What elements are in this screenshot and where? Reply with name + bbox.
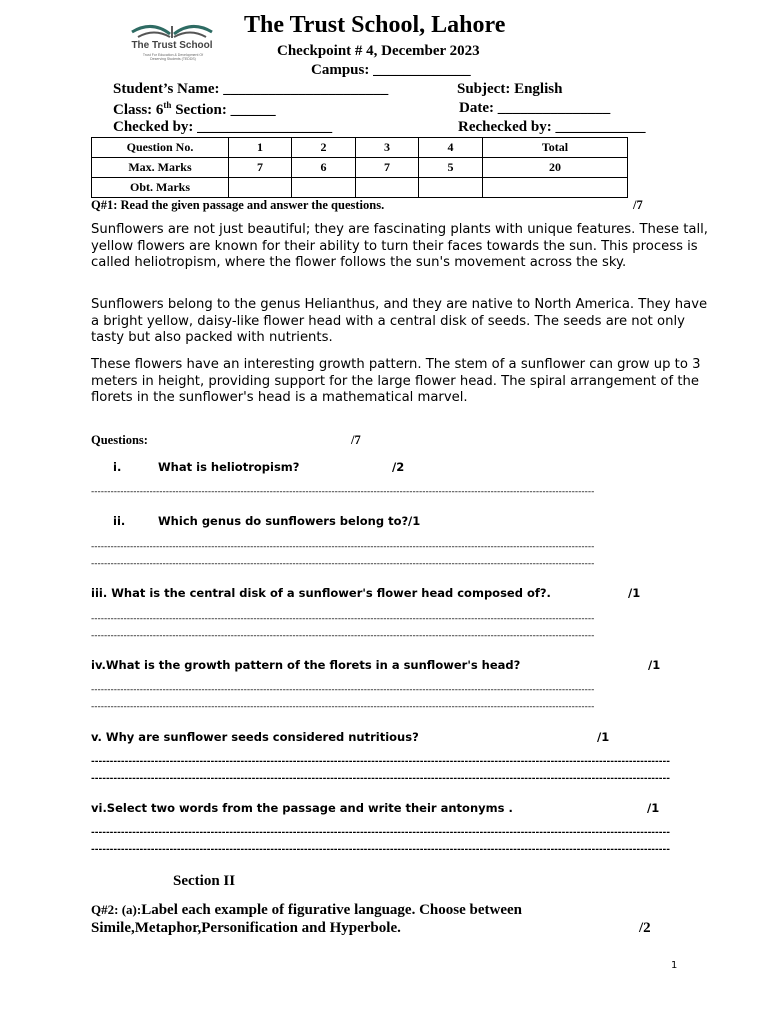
section-title: Section II — [173, 873, 236, 889]
obtained-marks-cell[interactable] — [292, 178, 356, 198]
date-field: Date: _______________ — [459, 100, 611, 116]
answer-line[interactable]: ----------------------------------------------------------------------------------------------------------------------------------------------------------- — [91, 487, 595, 497]
table-cell: 1 — [229, 138, 292, 158]
question-marks: /1 — [628, 586, 641, 600]
obtained-marks-cell[interactable] — [483, 178, 628, 198]
passage-paragraph: Sunflowers belong to the genus Helianthus, and they are native to North America. They have a bright yellow, daisy-like flower head with a central disk of seeds. The seeds are not only tasty but also packed with nutrients. — [91, 297, 708, 345]
table-row — [92, 138, 628, 158]
questions-marks: /7 — [351, 433, 361, 447]
student-name-field: Student’s Name: ______________________ — [113, 81, 389, 97]
question-marks: /1 — [648, 658, 661, 672]
question-text: Which genus do sunflowers belong to? — [158, 514, 409, 528]
table-row — [92, 178, 628, 198]
q2-line1: Label each example of figurative language. Choose between — [141, 902, 522, 918]
q1-heading: Q#1: Read the given passage and answer the questions. — [91, 198, 385, 212]
table-cell: 4 — [419, 138, 483, 158]
questions-label: Questions: — [91, 433, 148, 447]
answer-line[interactable]: ----------------------------------------------------------------------------------------------------------------------------------------------------------- — [91, 774, 670, 784]
question-marks: /1 — [597, 730, 610, 744]
campus-field: Campus: _____________ — [311, 62, 471, 78]
answer-line[interactable]: ----------------------------------------------------------------------------------------------------------------------------------------------------------- — [91, 559, 595, 569]
question-number: i. — [113, 460, 122, 474]
question-marks: /1 — [408, 514, 421, 528]
obtained-marks-cell[interactable] — [229, 178, 292, 198]
table-cell: 7 — [356, 158, 419, 178]
table-cell: Total — [483, 138, 628, 158]
question-text: iii. What is the central disk of a sunflower's flower head composed of?. — [91, 586, 551, 600]
table-cell: Max. Marks — [92, 158, 229, 178]
table-row — [92, 158, 628, 178]
q2-marks: /2 — [639, 920, 651, 936]
q2-prefix: Q#2: (a): — [91, 902, 142, 917]
section-field: Section: ______ — [171, 102, 276, 118]
question-text: vi.Select two words from the passage and write their antonyms . — [91, 801, 513, 815]
q2-line2: Simile,Metaphor,Personification and Hyperbole. — [91, 920, 401, 936]
marks-table — [91, 137, 628, 198]
answer-line[interactable]: ----------------------------------------------------------------------------------------------------------------------------------------------------------- — [91, 685, 595, 695]
table-cell: 6 — [292, 158, 356, 178]
obtained-marks-cell[interactable] — [419, 178, 483, 198]
checked-by-field: Checked by: __________________ — [113, 119, 333, 135]
class-prefix: Class: 6 — [113, 102, 164, 118]
q1-marks: /7 — [633, 198, 643, 212]
question-number: ii. — [113, 514, 126, 528]
passage-paragraph: Sunflowers are not just beautiful; they are fascinating plants with unique features. These tall, yellow flowers are known for their ability to turn their faces towards the sun. This process is called heliotropism, where the flower follows the sun's movement across the sky. — [91, 222, 708, 270]
subject-field: Subject: English — [457, 81, 563, 97]
logo-tagline: Trust For Education & Development Of Deserving Students (TEDDS) — [142, 53, 204, 61]
passage-paragraph: These flowers have an interesting growth pattern. The stem of a sunflower can grow up to 3 meters in height, providing support for the large flower head. The spiral arrangement of the florets in the sunflower's head is a mathematical marvel. — [91, 357, 701, 405]
table-cell: Question No. — [92, 138, 229, 158]
table-cell: 2 — [292, 138, 356, 158]
logo-name: The Trust School — [131, 40, 213, 51]
question-text: What is heliotropism? — [158, 460, 300, 474]
answer-line[interactable]: ----------------------------------------------------------------------------------------------------------------------------------------------------------- — [91, 828, 670, 838]
class-section-field — [113, 100, 276, 119]
q2-heading — [91, 902, 522, 919]
class-suffix-sup: th — [163, 100, 172, 110]
bird-wings-icon — [124, 20, 220, 42]
question-text: v. Why are sunflower seeds considered nutritious? — [91, 730, 419, 744]
obtained-marks-cell[interactable] — [356, 178, 419, 198]
table-cell: Obt. Marks — [92, 178, 229, 198]
rechecked-by-field: Rechecked by: ____________ — [458, 119, 646, 135]
answer-line[interactable]: ----------------------------------------------------------------------------------------------------------------------------------------------------------- — [91, 631, 595, 641]
question-marks: /2 — [392, 460, 405, 474]
question-marks: /1 — [647, 801, 660, 815]
answer-line[interactable]: ----------------------------------------------------------------------------------------------------------------------------------------------------------- — [91, 702, 595, 712]
table-cell: 3 — [356, 138, 419, 158]
school-logo — [124, 20, 220, 66]
table-cell: 5 — [419, 158, 483, 178]
checkpoint-title: Checkpoint # 4, December 2023 — [277, 43, 480, 59]
page-number: 1 — [671, 960, 678, 971]
answer-line[interactable]: ----------------------------------------------------------------------------------------------------------------------------------------------------------- — [91, 757, 670, 767]
table-cell: 20 — [483, 158, 628, 178]
table-cell: 7 — [229, 158, 292, 178]
answer-line[interactable]: ----------------------------------------------------------------------------------------------------------------------------------------------------------- — [91, 845, 670, 855]
answer-line[interactable]: ----------------------------------------------------------------------------------------------------------------------------------------------------------- — [91, 542, 595, 552]
school-title: The Trust School, Lahore — [244, 12, 506, 38]
question-text: iv.What is the growth pattern of the florets in a sunflower's head? — [91, 658, 521, 672]
answer-line[interactable]: ----------------------------------------------------------------------------------------------------------------------------------------------------------- — [91, 614, 595, 624]
